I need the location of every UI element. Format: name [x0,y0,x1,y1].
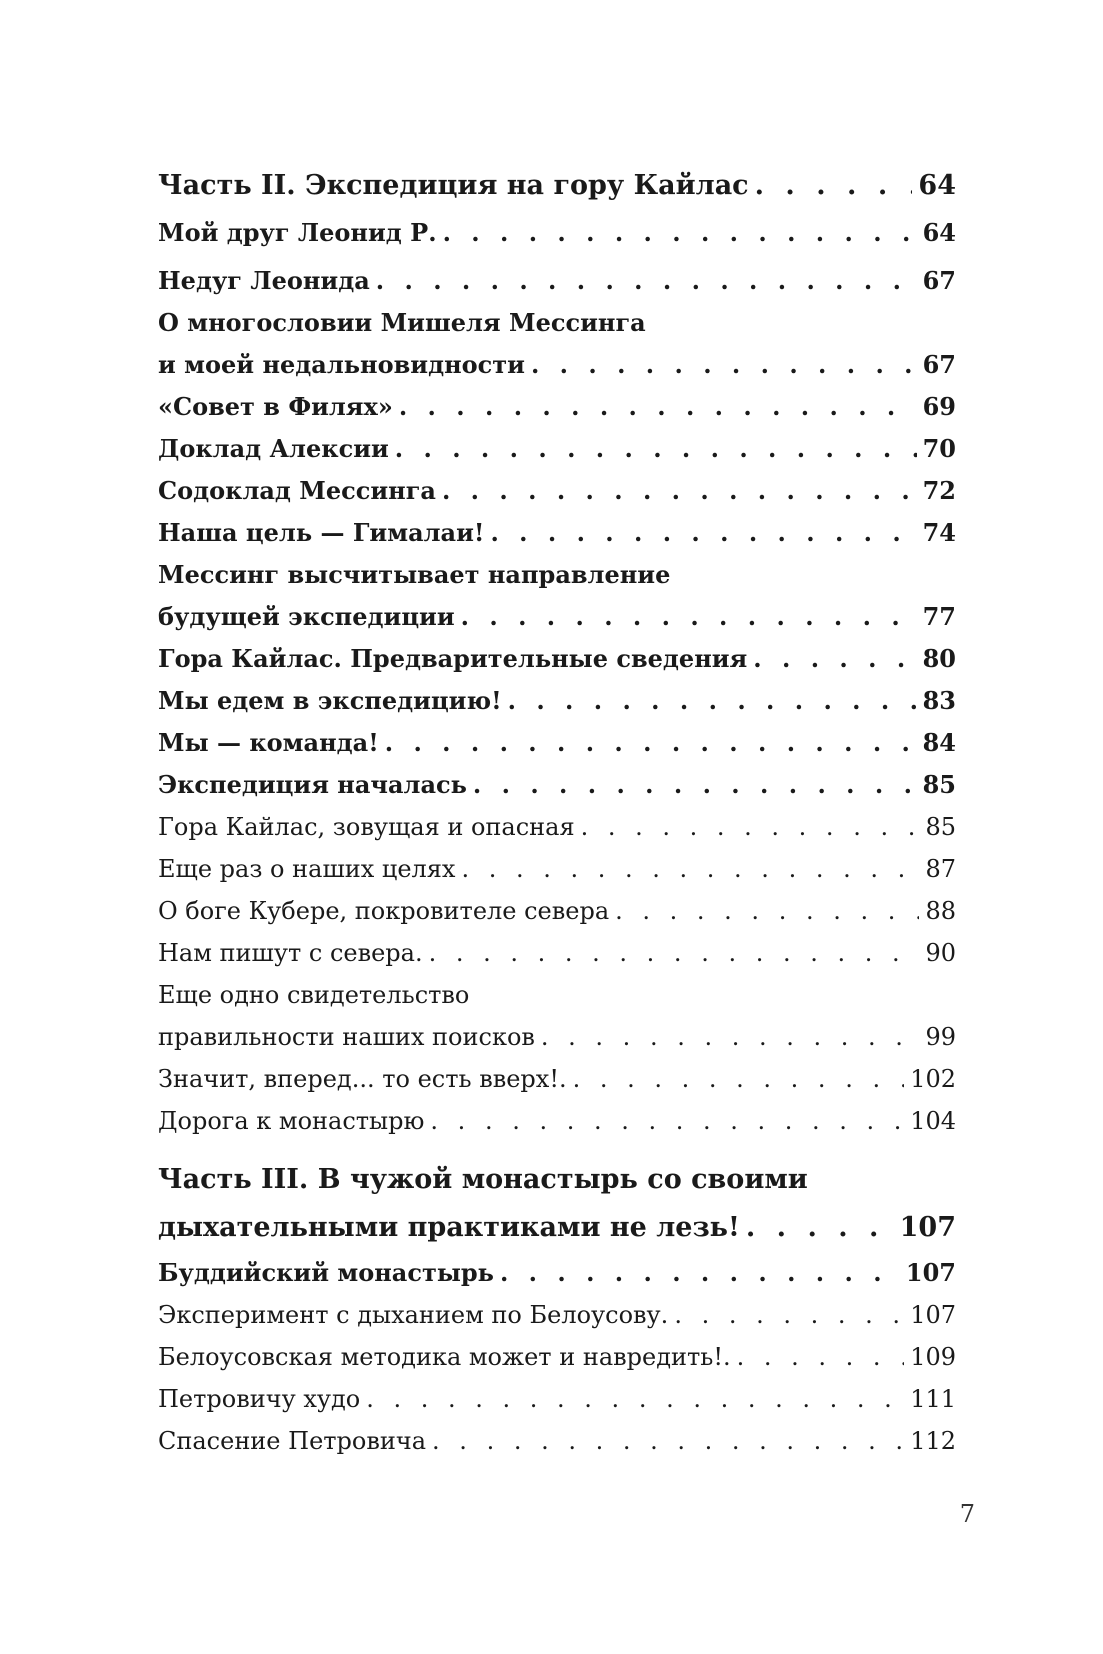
dot-leader [461,596,917,638]
toc-entry-title: и моей недальновидности [158,350,525,379]
toc-entry [158,806,956,848]
dot-leader [753,638,916,680]
toc-entry-page: 72 [922,476,956,505]
toc-entry-title: Часть II. Экспедиция на гору Кайлас [158,170,749,201]
toc-entry [158,848,956,890]
toc-entry-page: 111 [910,1385,956,1413]
dot-leader [674,1294,904,1336]
toc-entry-page: 99 [925,1023,956,1051]
dot-leader [581,806,920,848]
toc-entry-page: 70 [922,434,956,463]
toc-entry-title: Мой друг Леонид Р. [158,218,437,247]
toc-entry-title: Эксперимент с дыханием по Белоусову. [158,1301,669,1329]
dot-leader [429,932,920,974]
toc-entry [158,638,956,680]
toc-entry-title: Гора Кайлас, зовущая и опасная [158,813,575,841]
toc-entry-page: 107 [905,1258,956,1287]
toc-entry-title: Дорога к монастырю [158,1107,425,1135]
dot-leader [399,386,917,428]
toc-entry-page: 87 [925,855,956,883]
toc-entry-title: Гора Кайлас. Предварительные сведения [158,644,748,673]
toc-entry [158,1252,956,1294]
toc-entry [158,1058,956,1100]
toc-entry-title: Мы едем в экспедицию! [158,686,502,715]
toc-entry-title: Содоклад Мессинга [158,476,436,505]
toc-part-heading [158,1156,956,1204]
toc-entry-title: Часть III. В чужой монастырь со своими [158,1164,808,1195]
toc-entry-title: Нам пишут с севера. [158,939,423,967]
toc-entry-title: Мессинг высчитывает направление [158,560,671,589]
toc-entry [158,722,956,764]
dot-leader [430,1100,904,1142]
toc-entry [158,932,956,974]
toc-entry-title: Еще одно свидетельство [158,981,470,1009]
dot-leader [573,1058,905,1100]
toc-entry [158,1294,956,1336]
toc-entry [158,1016,956,1058]
toc-entry-page: 64 [922,218,956,247]
dot-leader [442,470,917,512]
toc-entry-page: 74 [922,518,956,547]
dot-leader [508,680,917,722]
toc-entry [158,1336,956,1378]
toc-entry-title: Белоусовская методика может и навредить!. [158,1343,731,1371]
toc-entry-page: 83 [922,686,956,715]
toc-entry-title: Мы — команда! [158,728,379,757]
dot-leader [746,1204,894,1252]
toc-entry-page: 85 [925,813,956,841]
toc-entry [158,1420,956,1462]
toc-entry [158,890,956,932]
dot-leader [432,1420,904,1462]
toc-entry [158,428,956,470]
toc-entry [158,260,956,302]
toc-entry-title: Значит, вперед... то есть вверх!. [158,1065,567,1093]
toc-entry-title: «Совет в Филях» [158,392,393,421]
toc-entry [158,974,956,1016]
toc-entry-page: 64 [918,170,956,201]
toc-entry-title: Недуг Леонида [158,266,370,295]
page-number: 7 [959,1500,975,1528]
toc-entry-title: Спасение Петровича [158,1427,427,1455]
dot-leader [541,1016,920,1058]
toc-entry-page: 104 [910,1107,956,1135]
toc-entry-page: 67 [922,350,956,379]
toc-entry-page: 102 [910,1065,956,1093]
toc-entry-page: 109 [910,1343,956,1371]
toc-entry-title: Еще раз о наших целях [158,855,456,883]
dot-leader [461,848,919,890]
toc-entry [158,1100,956,1142]
toc-part-heading [158,1204,956,1252]
toc-entry-page: 107 [899,1212,956,1243]
toc-entry-title: Доклад Алексии [158,434,389,463]
dot-leader [473,764,917,806]
toc-entry-title: Петровичу худо [158,1385,361,1413]
toc-entry-title: О многословии Мишеля Мессинга [158,308,646,337]
dot-leader [395,428,917,470]
toc-entry [158,596,956,638]
toc-entry-title: будущей экспедиции [158,602,455,631]
toc-entry-title: О боге Кубере, покровителе севера [158,897,610,925]
toc-entry [158,470,956,512]
dot-leader [500,1252,900,1294]
toc-part-heading [158,162,956,210]
toc-entry-title: Экспедиция началась [158,770,467,799]
toc-entry [158,386,956,428]
toc-entry-title: Наша цель — Гималаи! [158,518,485,547]
toc-entry-page: 112 [910,1427,956,1455]
toc-entry-page: 67 [922,266,956,295]
dot-leader [615,890,919,932]
toc-entry-title: правильности наших поисков [158,1023,535,1051]
toc-entry [158,344,956,386]
dot-leader [737,1336,905,1378]
toc-entry-page: 84 [922,728,956,757]
toc-entry-title: Буддийский монастырь [158,1258,494,1287]
dot-leader [376,260,917,302]
toc-entry [158,512,956,554]
toc-entry [158,1378,956,1420]
dot-leader [755,162,913,210]
toc-entry [158,764,956,806]
dot-leader [490,512,916,554]
toc-entry-title: дыхательными практиками не лезь! [158,1212,740,1243]
toc-entry [158,554,956,596]
toc-entry-page: 80 [922,644,956,673]
toc-entry-page: 90 [925,939,956,967]
dot-leader [531,344,917,386]
toc-entry-page: 69 [922,392,956,421]
toc-entry [158,302,956,344]
dot-leader [385,722,917,764]
toc-entry-page: 85 [922,770,956,799]
toc-entry [158,212,956,254]
dot-leader [366,1378,904,1420]
table-of-contents [158,162,956,1462]
toc-entry-page: 88 [925,897,956,925]
dot-leader [443,212,917,254]
toc-entry-page: 107 [910,1301,956,1329]
toc-entry [158,680,956,722]
toc-entry-page: 77 [922,602,956,631]
